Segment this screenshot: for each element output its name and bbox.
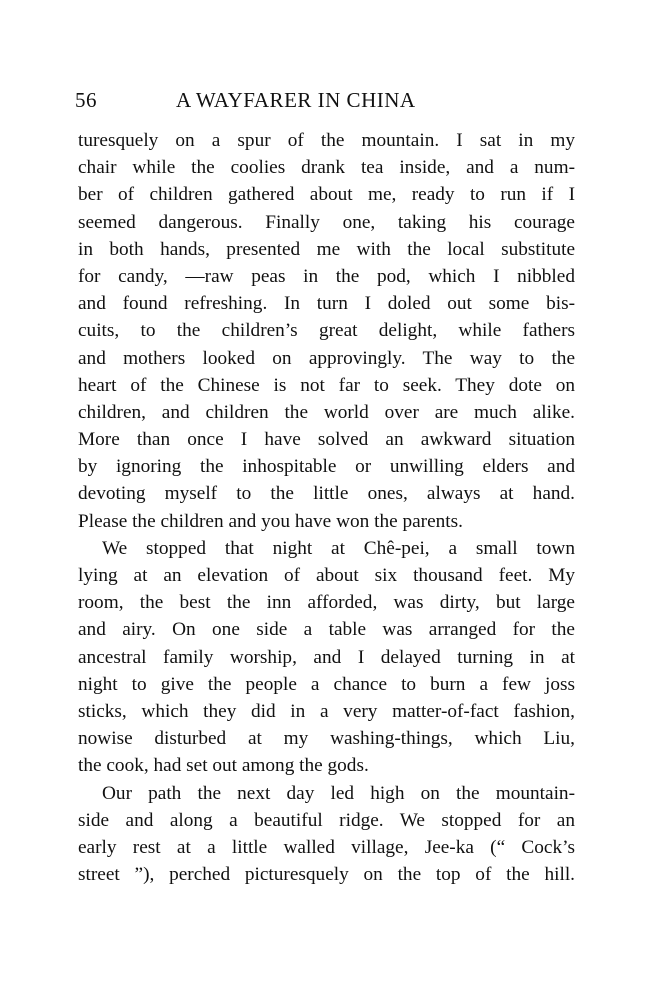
text-line: by ignoring the inhospitable or unwilling elders and (78, 456, 575, 478)
text-line: for candy, —raw peas in the pod, which I nibbled (78, 265, 575, 287)
body-text (78, 127, 575, 888)
text-line: night to give the people a chance to burn a few joss (78, 673, 575, 695)
text-line: seemed dangerous. Finally one, taking his courage (78, 211, 575, 233)
text-line: ancestral family worship, and I delayed turning in at (78, 646, 575, 668)
text-line: turesquely on a spur of the mountain. I sat in my (78, 130, 575, 151)
running-header (75, 88, 575, 118)
paragraph-end-line: the cook, had set out among the gods. (78, 755, 369, 777)
text-line: and found refreshing. In turn I doled out some bis- (78, 293, 575, 315)
text-line: street ”), perched picturesquely on the top of the hill. (78, 864, 575, 886)
book-title: A WAYFARER IN CHINA (176, 88, 416, 112)
text-line: ber of children gathered about me, ready to run if I (78, 184, 575, 206)
text-line: room, the best the inn afforded, was dirty, but large (78, 592, 575, 614)
page-number: 56 (75, 88, 97, 112)
text-line: cuits, to the children’s great delight, while fathers (78, 320, 575, 342)
text-line: and airy. On one side a table was arranged for the (78, 619, 575, 641)
text-line: nowise disturbed at my washing-things, which Liu, (78, 728, 575, 750)
text-line: lying at an elevation of about six thousand feet. My (78, 565, 575, 586)
text-line: devoting myself to the little ones, always at hand. (78, 483, 575, 505)
paragraph-start-line: Our path the next day led high on the mountain- (102, 782, 575, 804)
text-line: in both hands, presented me with the local substitute (78, 238, 575, 260)
text-line: More than once I have solved an awkward situation (78, 429, 575, 451)
text-line: chair while the coolies drank tea inside, and a num- (78, 157, 575, 179)
text-line: side and along a beautiful ridge. We stopped for an (78, 809, 575, 831)
text-line: heart of the Chinese is not far to seek. They dote on (78, 374, 575, 396)
paragraph-start-line: We stopped that night at Chê-pei, a small town (102, 537, 575, 559)
text-line: sticks, which they did in a very matter-of-fact fashion, (78, 700, 575, 722)
text-line: and mothers looked on approvingly. The way to the (78, 347, 575, 369)
text-line: children, and children the world over are much alike. (78, 401, 575, 423)
paragraph-end-line: Please the children and you have won the parents. (78, 510, 463, 532)
text-line: early rest at a little walled village, Jee-ka (“ Cock’s (78, 836, 575, 858)
